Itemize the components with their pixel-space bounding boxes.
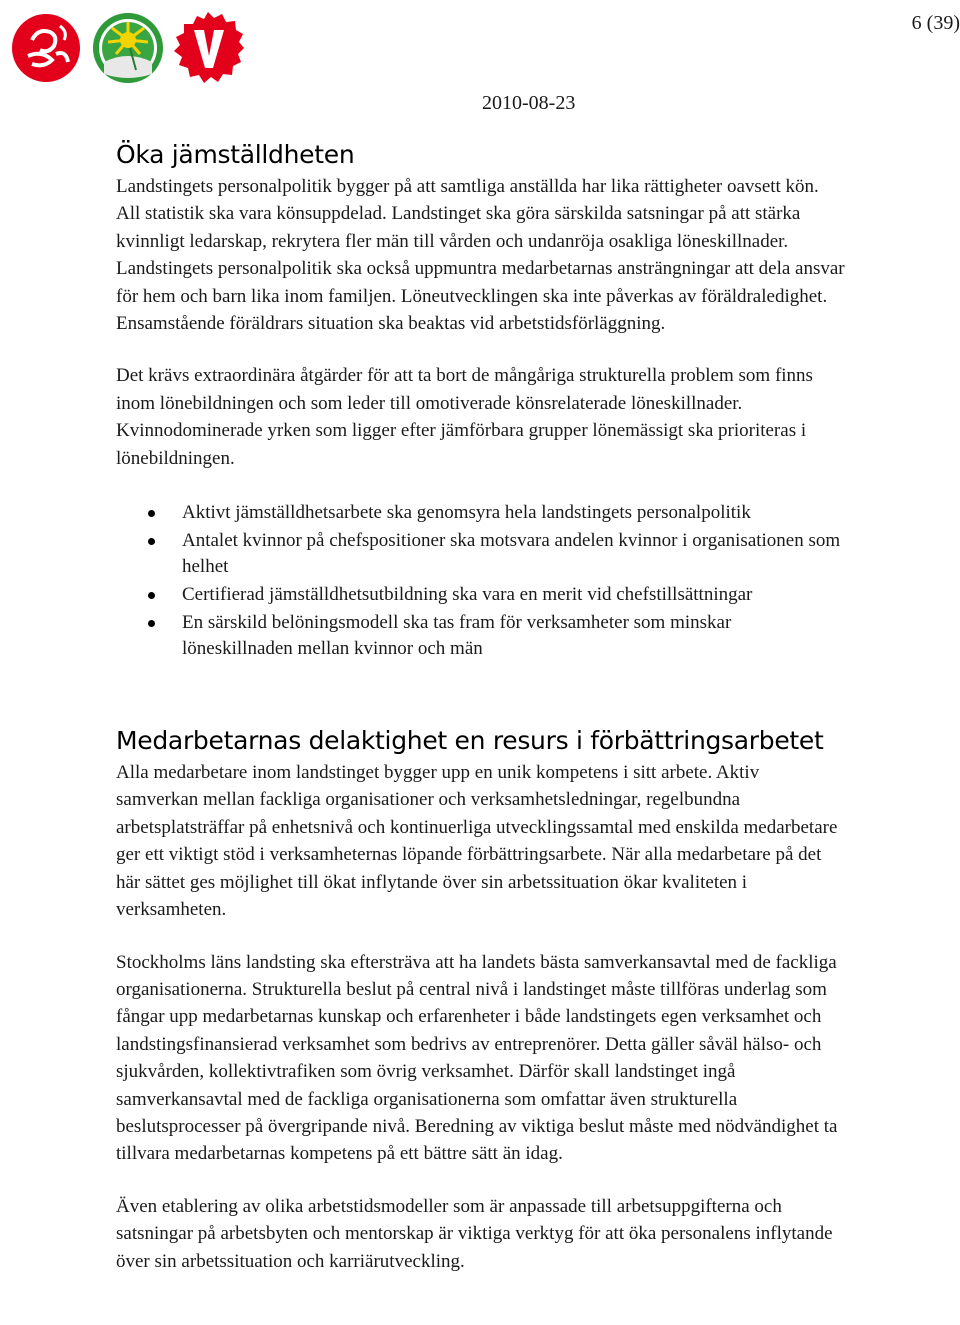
- list-item: [116, 582, 846, 608]
- list-item-text: En särskild belöningsmodell ska tas fram för verksamheter som minskar löneskillnaden mellan kvinnor och män: [182, 612, 732, 660]
- page-number: 6 (39): [911, 12, 960, 34]
- paragraph: Alla medarbetare inom landstinget bygger upp en unik kompetens i sitt arbete. Aktiv samverkan mellan fackliga organisationer och verksamhetsledningar, regelbundna arbetsplatsträffar på enhetsnivå och kontinuerliga utvecklingssamtal med enskilda medarbetare ger ett viktigt stöd i verksamheternas löpande förbättringsarbete. När alla medarbetare på det här sättet ges möjlighet till ökat inflytande över sin arbetssituation ökar kvaliteten i verksamheten.: [116, 762, 838, 921]
- bullet-icon: [148, 620, 155, 627]
- list-item: [116, 610, 846, 662]
- v-logo-icon: [172, 10, 244, 86]
- paragraph: Även etablering av olika arbetstidsmodeller som är anpassade till arbetsuppgifterna och satsningar på arbetsbyten och mentorskap är viktiga verktyg för att öka personalens inflytande över sin arbetssituation och karriärutveckling.: [116, 1195, 833, 1272]
- list-item-text: Aktivt jämställdhetsarbete ska genomsyra hela landstingets personalpolitik: [182, 502, 751, 524]
- section-heading: Öka jämställdheten: [116, 140, 355, 169]
- bullet-list: [116, 500, 846, 662]
- list-item: [116, 528, 846, 580]
- dandelion-logo-icon: [90, 10, 166, 86]
- rose-logo-icon: [8, 10, 84, 86]
- list-item-text: Certifierad jämställdhetsutbildning ska vara en merit vid chefstillsättningar: [182, 584, 753, 606]
- paragraph: Det krävs extraordinära åtgärder för att ta bort de mångåriga strukturella problem som finns inom lönebildningen och som leder till omotiverade könsrelaterade löneskillnader. Kvinnodominerade yrken som ligger efter jämförbara grupper lönemässigt ska prioriteras i lönebildningen.: [116, 365, 813, 469]
- paragraph: Stockholms läns landsting ska eftersträva att ha landets bästa samverkansavtal med de fackliga organisationerna. Strukturella beslut på central nivå i landstinget måste tillföras underlag som fångar upp medarbetarnas kunskap och erfarenheter i både landstingets egen verksamhet och landstingsfinansierad verksamhet som bedrivs av entreprenörer. Detta gäller såväl hälso- och sjukvården, kollektivtrafiken som övrig verksamhet. Därför skall landstinget ingå samverkansavtal med de fackliga organisationerna som omfattar även strukturella beslutsprocesser på övergripande nivå. Beredning av viktiga beslut måste med nödvändighet ta tillvara medarbetarnas kompetens på ett bättre sätt än idag.: [116, 951, 838, 1165]
- section-equality: [116, 140, 846, 662]
- paragraph: Landstingets personalpolitik bygger på att samtliga anställda har lika rättigheter oavsett kön. All statistik ska vara könsuppdelad. Landstinget ska göra särskilda satsningar på att stärka kvinnligt ledarskap, rekrytera fler män till vården och undanröja osakliga löneskillnader. Landstingets personalpolitik ska också uppmuntra medarbetarnas ansträngningar att dela ansvar för hem och barn lika inom familjen. Löneutvecklingen ska inte påverkas av föräldraledighet. Ensamstående föräldrars situation ska beaktas vid arbetstidsförläggning.: [116, 176, 845, 335]
- party-logos: [8, 10, 248, 90]
- document-date: 2010-08-23: [482, 92, 576, 114]
- document-body: [116, 140, 846, 1275]
- bullet-icon: [148, 538, 155, 545]
- list-item-text: Antalet kvinnor på chefspositioner ska motsvara andelen kvinnor i organisationen som helhet: [182, 530, 841, 578]
- list-item: [116, 500, 846, 526]
- bullet-icon: [148, 592, 155, 599]
- section-participation: [116, 726, 846, 1275]
- section-heading: Medarbetarnas delaktighet en resurs i förbättringsarbetet: [116, 726, 824, 756]
- bullet-icon: [148, 510, 155, 517]
